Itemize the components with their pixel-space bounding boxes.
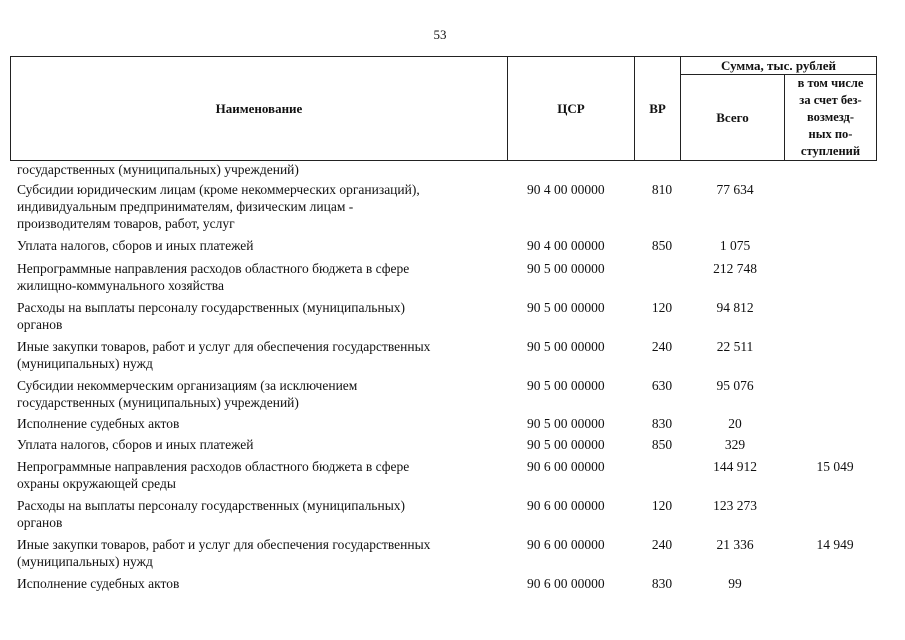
row-name-line: Непрограммные направления расходов областного бюджета в сфере <box>17 261 410 276</box>
row-name-line: Субсидии некоммерческим организациям (за исключением <box>17 378 358 393</box>
table-row <box>0 338 905 372</box>
row-name-line: государственных (муниципальных) учреждений) <box>17 395 299 410</box>
table-row <box>0 436 905 453</box>
table-body <box>0 161 905 592</box>
row-vr: 850 <box>651 238 673 253</box>
row-total: 20 <box>728 416 742 431</box>
row-name-line: (муниципальных) нужд <box>17 554 153 569</box>
row-name <box>17 575 509 592</box>
row-total: 99 <box>728 576 742 591</box>
page-number: 53 <box>433 27 447 42</box>
table-row <box>0 260 905 294</box>
row-name-line: органов <box>17 317 63 332</box>
row-csr: 90 6 00 00000 <box>527 576 605 591</box>
row-name <box>17 436 509 453</box>
row-csr: 90 5 00 00000 <box>527 416 605 431</box>
row-vr: 830 <box>651 576 673 591</box>
row-vr: 630 <box>651 378 673 393</box>
table-header <box>10 56 877 161</box>
row-name-line: Уплата налогов, сборов и иных платежей <box>17 238 254 253</box>
row-name-line: Расходы на выплаты персоналу государственных (муниципальных) <box>17 300 406 315</box>
row-total: 123 273 <box>713 498 757 513</box>
table-row <box>0 181 905 232</box>
row-total: 77 634 <box>716 182 754 197</box>
row-vr: 240 <box>651 537 673 552</box>
row-name <box>17 161 509 178</box>
row-name-line: Иные закупки товаров, работ и услуг для обеспечения государственных <box>17 339 431 354</box>
header-name: Наименование <box>11 57 508 161</box>
row-csr: 90 4 00 00000 <box>527 238 605 253</box>
row-name <box>17 338 509 372</box>
row-csr: 90 6 00 00000 <box>527 459 605 474</box>
table-row <box>0 575 905 592</box>
row-name-line: Исполнение судебных актов <box>17 416 180 431</box>
row-total: 21 336 <box>716 537 754 552</box>
row-name <box>17 497 509 531</box>
row-total: 22 511 <box>716 339 754 354</box>
row-name <box>17 377 509 411</box>
table-row <box>0 536 905 570</box>
table-row <box>0 161 905 178</box>
row-free-funds: 14 949 <box>816 537 854 552</box>
row-csr: 90 5 00 00000 <box>527 378 605 393</box>
row-name <box>17 181 509 232</box>
row-vr: 120 <box>651 300 673 315</box>
row-vr: 810 <box>651 182 673 197</box>
table-row <box>0 237 905 254</box>
row-name <box>17 237 509 254</box>
row-total: 144 912 <box>713 459 757 474</box>
row-csr: 90 4 00 00000 <box>527 182 605 197</box>
table-row <box>0 377 905 411</box>
row-name <box>17 260 509 294</box>
row-name-line: Уплата налогов, сборов и иных платежей <box>17 437 254 452</box>
table-row <box>0 497 905 531</box>
table-row <box>0 458 905 492</box>
row-csr: 90 5 00 00000 <box>527 300 605 315</box>
row-total: 95 076 <box>716 378 754 393</box>
row-total: 212 748 <box>713 261 757 276</box>
header-csr: ЦСР <box>508 57 635 161</box>
row-csr: 90 6 00 00000 <box>527 498 605 513</box>
row-name-line: Исполнение судебных актов <box>17 576 180 591</box>
row-name-line: Иные закупки товаров, работ и услуг для обеспечения государственных <box>17 537 431 552</box>
header-sum: Сумма, тыс. рублей <box>681 57 877 75</box>
header-vr: ВР <box>635 57 681 161</box>
table-row <box>0 299 905 333</box>
row-csr: 90 5 00 00000 <box>527 437 605 452</box>
row-name-line: Субсидии юридическим лицам (кроме некоммерческих организаций), <box>17 182 420 197</box>
row-name-line: охраны окружающей среды <box>17 476 176 491</box>
table-row <box>0 415 905 432</box>
row-name-line: государственных (муниципальных) учреждений) <box>17 162 299 177</box>
row-name <box>17 415 509 432</box>
header-total: Всего <box>681 75 785 161</box>
row-total: 329 <box>724 437 746 452</box>
row-csr: 90 6 00 00000 <box>527 537 605 552</box>
row-vr: 850 <box>651 437 673 452</box>
row-free-funds: 15 049 <box>816 459 854 474</box>
row-name-line: органов <box>17 515 63 530</box>
row-name-line: Непрограммные направления расходов областного бюджета в сфере <box>17 459 410 474</box>
row-csr: 90 5 00 00000 <box>527 339 605 354</box>
row-csr: 90 5 00 00000 <box>527 261 605 276</box>
row-name-line: (муниципальных) нужд <box>17 356 153 371</box>
row-name-line: индивидуальным предпринимателям, физическим лицам - <box>17 199 354 214</box>
row-name-line: жилищно-коммунального хозяйства <box>17 278 224 293</box>
header-free-funds: в том числе за счет без- возмезд- ных по- ступлений <box>785 75 877 161</box>
row-vr: 240 <box>651 339 673 354</box>
row-name <box>17 536 509 570</box>
row-name <box>17 458 509 492</box>
row-vr: 830 <box>651 416 673 431</box>
row-total: 94 812 <box>716 300 754 315</box>
row-total: 1 075 <box>719 238 751 253</box>
row-name-line: производителям товаров, работ, услуг <box>17 216 235 231</box>
row-name-line: Расходы на выплаты персоналу государственных (муниципальных) <box>17 498 406 513</box>
row-name <box>17 299 509 333</box>
row-vr: 120 <box>651 498 673 513</box>
